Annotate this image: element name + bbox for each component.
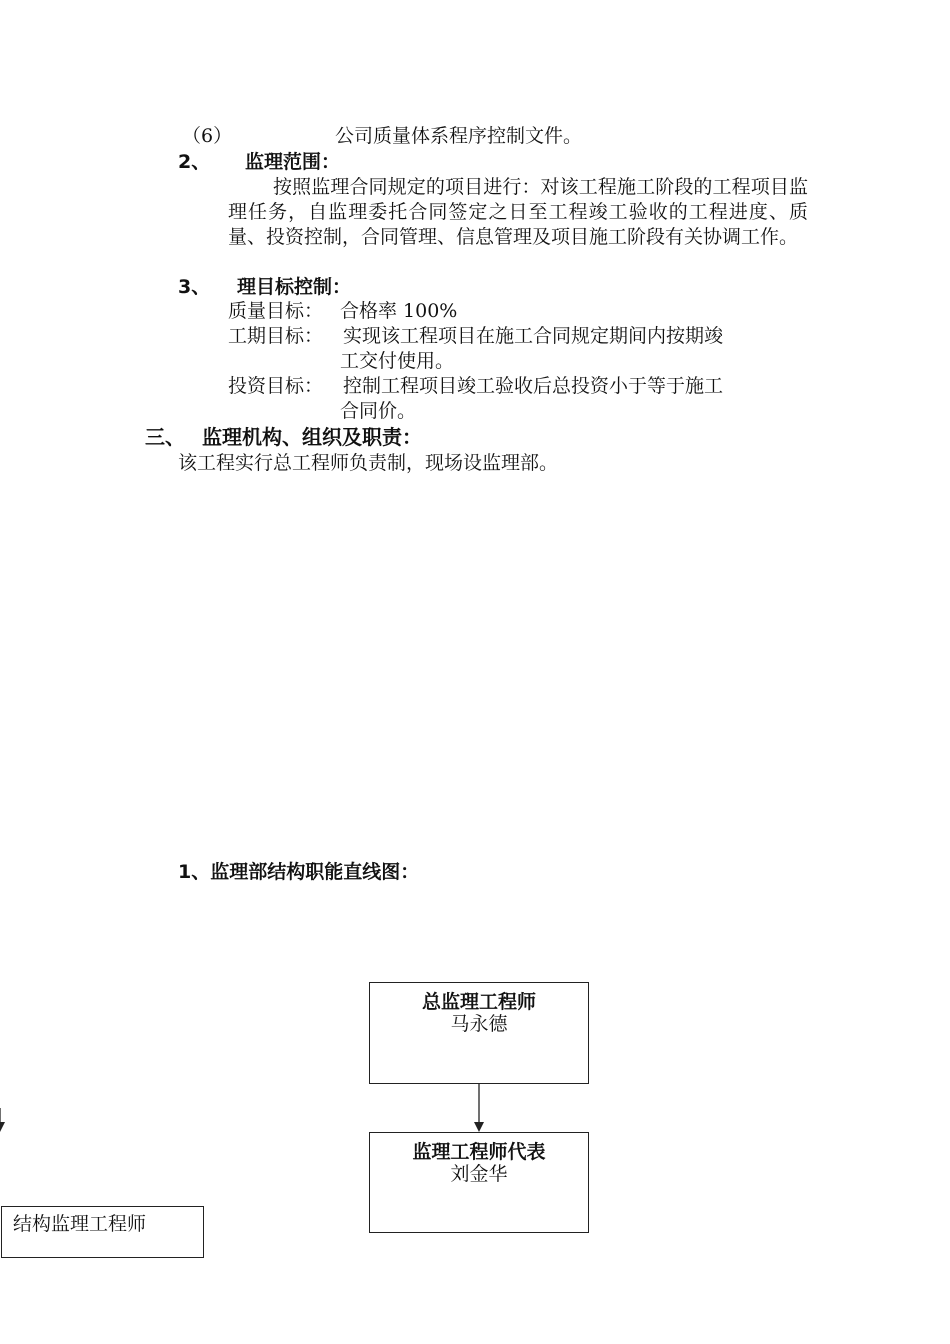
section-3-number: 3、 [178, 276, 211, 298]
chief-engineer-name: 马永德 [450, 1013, 508, 1035]
section-2-number: 2、 [178, 151, 211, 173]
representative-box [369, 1132, 589, 1233]
section-3-heading: 理目标控制： [237, 276, 352, 298]
section-2-body: 按照监理合同规定的项目进行：对该工程施工阶段的工程项目监理任务，自监理委托合同签定之日至工程竣工验收的工程进度、质量、投资控制，合同管理、信息管理及项目施工阶段有关协调工作。 [228, 176, 808, 248]
org-chart-heading: 1、监理部结构职能直线图： [178, 861, 420, 883]
schedule-goal-label: 工期目标： [228, 325, 324, 347]
chief-to-rep-arrowhead [474, 1122, 484, 1132]
structure-engineer-box [1, 1206, 204, 1258]
schedule-goal-line-1: 实现该工程项目在施工合同规定期间内按期竣 [343, 325, 724, 347]
representative-title: 监理工程师代表 [412, 1141, 546, 1163]
section-2-heading: 监理范围： [245, 151, 341, 173]
schedule-goal-line-2: 工交付使用。 [340, 350, 455, 372]
quality-goal-label: 质量目标： [228, 300, 324, 322]
investment-goal-line-1: 控制工程项目竣工验收后总投资小于等于施工 [343, 375, 724, 397]
left-edge-arrowhead [0, 1122, 5, 1132]
chapter-3-heading: 监理机构、组织及职责： [202, 425, 422, 449]
investment-goal-label: 投资目标： [228, 375, 324, 397]
quality-goal-text: 合格率 100% [340, 300, 458, 322]
representative-name: 刘金华 [450, 1163, 508, 1185]
item-6-text: 公司质量体系程序控制文件。 [335, 125, 583, 147]
investment-goal-line-2: 合同价。 [340, 400, 417, 422]
structure-engineer-title: 结构监理工程师 [13, 1213, 147, 1235]
item-6-number: （6） [182, 125, 233, 147]
chapter-3-body: 该工程实行总工程师负责制，现场设监理部。 [178, 452, 559, 474]
chief-engineer-title: 总监理工程师 [421, 991, 536, 1013]
chapter-3-number: 三、 [145, 425, 185, 449]
chief-engineer-box [369, 982, 589, 1084]
